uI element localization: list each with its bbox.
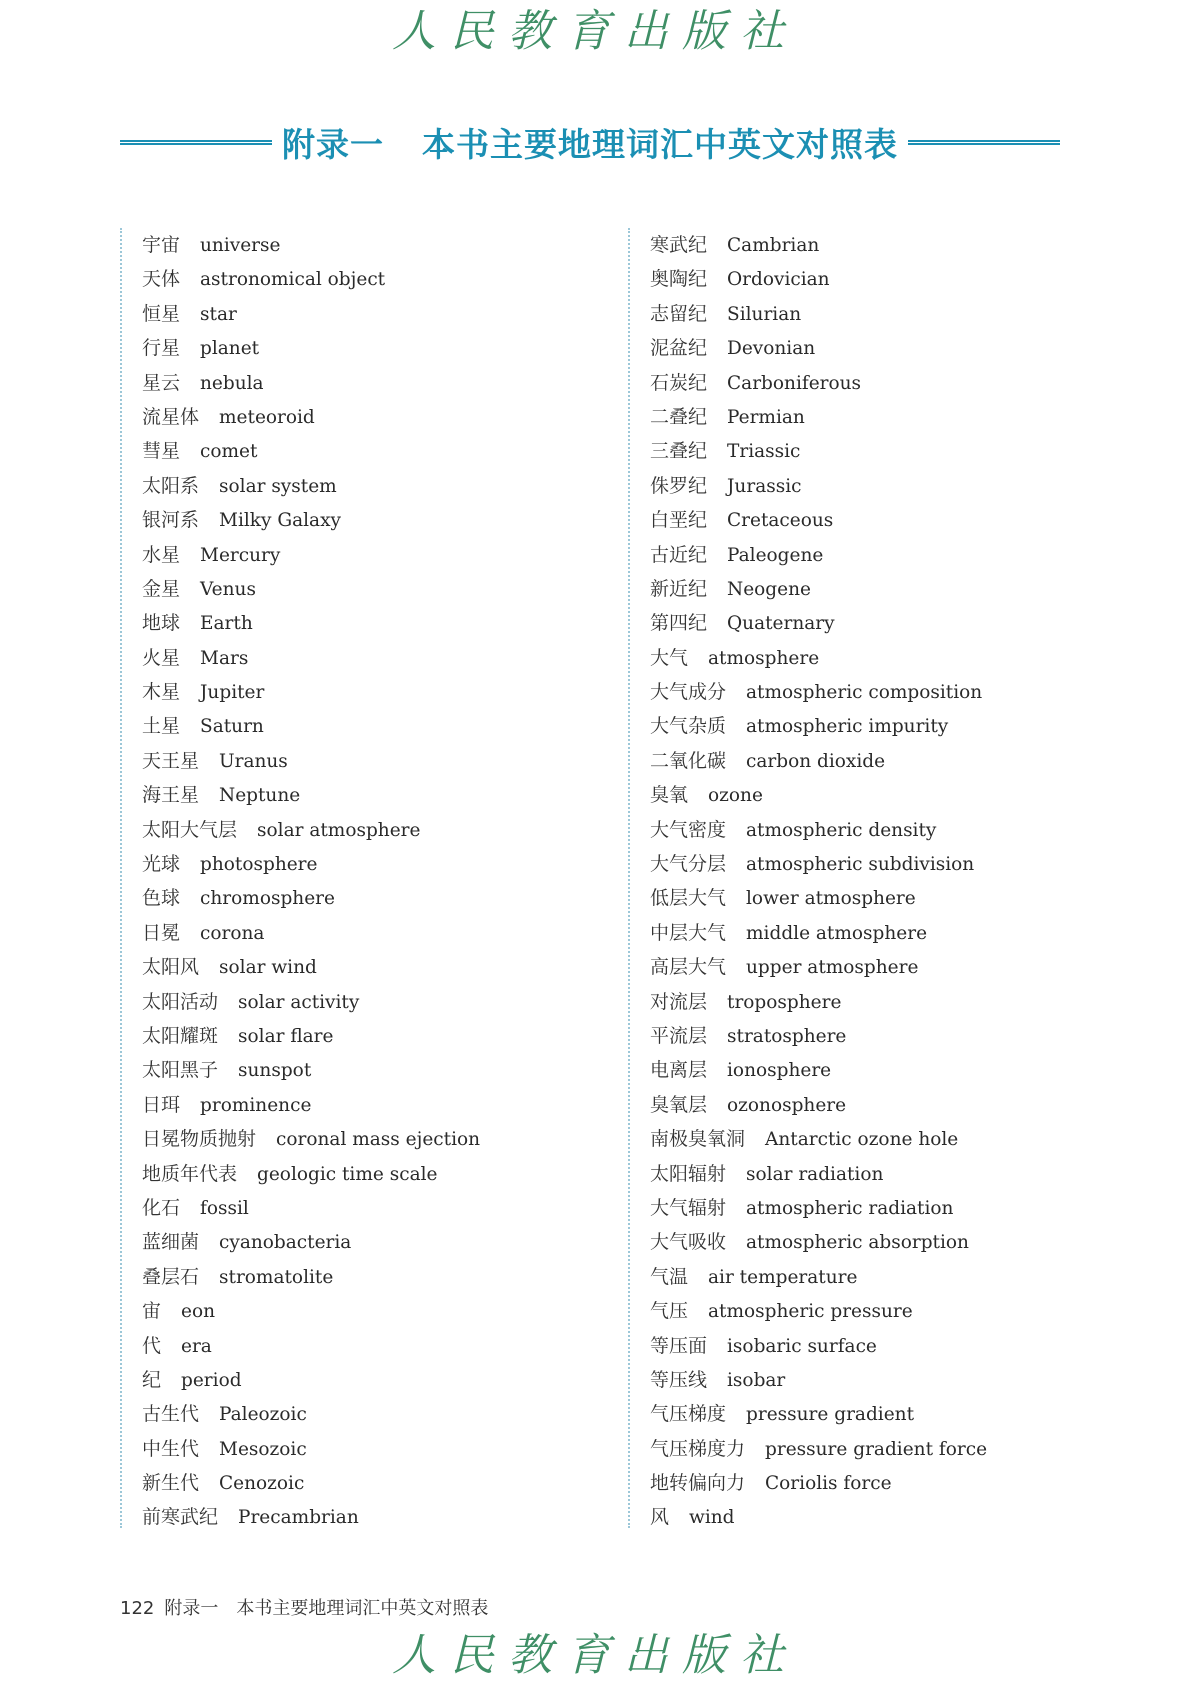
term-chinese: 地质年代表 <box>142 1162 238 1185</box>
glossary-entry <box>142 1294 620 1328</box>
term-english: Saturn <box>200 716 264 738</box>
term-chinese: 地转偏向力 <box>650 1472 746 1495</box>
term-english: pressure gradient <box>746 1404 914 1426</box>
term-chinese: 寒武纪 <box>650 234 708 256</box>
term-english: solar atmosphere <box>257 819 421 841</box>
glossary-entry <box>142 572 620 606</box>
term-english: solar flare <box>238 1025 334 1047</box>
glossary-entry <box>650 1329 1068 1363</box>
term-english: stromatolite <box>219 1266 334 1288</box>
glossary-entry <box>650 1088 1068 1122</box>
term-english: planet <box>200 338 260 360</box>
term-chinese: 等压面 <box>650 1334 708 1357</box>
page-title <box>120 112 1060 172</box>
glossary-entry <box>142 1260 620 1294</box>
term-english: Neogene <box>727 578 811 600</box>
term-english: Mars <box>200 647 249 669</box>
term-english: solar wind <box>219 957 317 979</box>
term-english: cyanobacteria <box>219 1232 352 1254</box>
glossary-entry <box>142 606 620 640</box>
glossary-entry <box>142 916 620 950</box>
glossary-entry <box>650 847 1068 881</box>
term-chinese: 中层大气 <box>650 921 727 944</box>
term-english: corona <box>200 922 265 944</box>
term-chinese: 对流层 <box>650 990 708 1013</box>
glossary-entry <box>142 1088 620 1122</box>
glossary-entry <box>650 366 1068 400</box>
term-chinese: 太阳大气层 <box>142 818 238 841</box>
term-chinese: 古生代 <box>142 1403 200 1426</box>
term-chinese: 石炭纪 <box>650 371 708 394</box>
term-english: Mesozoic <box>219 1438 307 1460</box>
footer-label: 附录一 本书主要地理词汇中英文对照表 <box>164 1598 489 1619</box>
term-chinese: 恒星 <box>142 302 181 325</box>
publisher-logo-bottom: 人民教育出版社 <box>392 1630 798 1681</box>
glossary-entry <box>142 400 620 434</box>
term-english: Paleozoic <box>219 1404 307 1426</box>
glossary-entry <box>142 778 620 812</box>
term-english: meteoroid <box>219 406 315 428</box>
term-chinese: 大气密度 <box>650 818 727 841</box>
glossary-entry <box>142 469 620 503</box>
term-chinese: 行星 <box>142 337 181 360</box>
glossary-entry <box>650 778 1068 812</box>
term-chinese: 太阳活动 <box>142 990 219 1013</box>
glossary-entry <box>650 1122 1068 1156</box>
term-english: atmospheric impurity <box>746 716 949 738</box>
glossary-entry <box>142 331 620 365</box>
term-chinese: 太阳系 <box>142 474 200 497</box>
glossary-entry <box>142 1500 620 1534</box>
glossary-entry <box>142 950 620 984</box>
glossary-entry <box>650 1225 1068 1259</box>
title-rule-left <box>120 140 272 145</box>
term-english: Triassic <box>727 441 801 463</box>
term-english: universe <box>200 235 281 256</box>
glossary-entry <box>142 1157 620 1191</box>
glossary-entry <box>142 1363 620 1397</box>
glossary-entry <box>142 641 620 675</box>
term-english: wind <box>689 1507 735 1529</box>
term-chinese: 大气吸收 <box>650 1231 727 1254</box>
term-english: chromosphere <box>200 888 335 910</box>
glossary-column-left <box>120 228 620 1528</box>
term-english: atmospheric radiation <box>746 1197 954 1219</box>
term-english: atmospheric composition <box>746 682 983 704</box>
glossary-entry <box>650 297 1068 331</box>
term-english: Permian <box>727 406 805 428</box>
term-english: Neptune <box>219 785 301 807</box>
glossary-entry <box>650 262 1068 296</box>
glossary-entry <box>650 1191 1068 1225</box>
term-english: ionosphere <box>727 1060 832 1082</box>
term-chinese: 大气 <box>650 646 689 669</box>
term-chinese: 大气杂质 <box>650 715 727 738</box>
term-english: Precambrian <box>238 1507 359 1529</box>
term-english: ozonosphere <box>727 1094 847 1116</box>
term-english: lower atmosphere <box>746 888 916 910</box>
term-chinese: 日珥 <box>142 1093 181 1116</box>
glossary-entry <box>650 434 1068 468</box>
term-chinese: 星云 <box>142 371 181 394</box>
term-english: Ordovician <box>727 269 830 291</box>
term-english: period <box>181 1369 242 1391</box>
glossary-entry <box>650 572 1068 606</box>
term-chinese: 古近纪 <box>650 543 708 566</box>
glossary-entry <box>142 503 620 537</box>
glossary-entry <box>142 985 620 1019</box>
glossary-entry <box>142 847 620 881</box>
glossary-entry <box>650 950 1068 984</box>
term-chinese: 臭氧层 <box>650 1093 708 1116</box>
glossary-entry <box>650 1466 1068 1500</box>
term-english: Jupiter <box>200 682 265 704</box>
glossary-entry <box>142 1432 620 1466</box>
term-english: Silurian <box>727 303 802 325</box>
term-chinese: 前寒武纪 <box>142 1506 219 1529</box>
term-chinese: 海王星 <box>142 784 200 807</box>
term-chinese: 宙 <box>142 1300 162 1323</box>
term-chinese: 中生代 <box>142 1437 200 1460</box>
glossary-entry <box>142 1053 620 1087</box>
glossary-entry <box>650 1500 1068 1534</box>
term-english: Cambrian <box>727 235 820 256</box>
term-english: Cenozoic <box>219 1473 305 1495</box>
glossary-entry <box>650 1294 1068 1328</box>
term-chinese: 气压梯度力 <box>650 1437 746 1460</box>
term-english: eon <box>181 1301 216 1323</box>
term-english: Quaternary <box>727 613 835 635</box>
publisher-logo-top: 人民教育出版社 <box>392 6 798 57</box>
term-chinese: 宇宙 <box>142 234 181 256</box>
term-chinese: 臭氧 <box>650 784 689 807</box>
term-chinese: 光球 <box>142 853 181 876</box>
term-chinese: 木星 <box>142 681 181 704</box>
term-english: Uranus <box>219 750 288 772</box>
term-english: star <box>200 303 237 325</box>
title-main: 附录一 <box>282 124 384 164</box>
glossary-entry <box>650 1397 1068 1431</box>
glossary-entry <box>650 813 1068 847</box>
term-english: nebula <box>200 372 264 394</box>
glossary-entry <box>142 709 620 743</box>
glossary-entry <box>650 709 1068 743</box>
glossary-entry <box>142 228 620 262</box>
term-english: Cretaceous <box>727 510 834 532</box>
term-chinese: 南极臭氧洞 <box>650 1128 746 1151</box>
term-chinese: 高层大气 <box>650 956 727 979</box>
term-english: coronal mass ejection <box>276 1129 481 1151</box>
term-chinese: 太阳风 <box>142 956 200 979</box>
page-footer <box>120 1594 488 1620</box>
term-chinese: 银河系 <box>142 509 200 532</box>
term-english: fossil <box>200 1197 249 1219</box>
term-chinese: 白垩纪 <box>650 509 708 532</box>
term-chinese: 太阳黑子 <box>142 1059 219 1082</box>
glossary-entry <box>650 916 1068 950</box>
glossary-entry <box>650 538 1068 572</box>
glossary-entry <box>650 1157 1068 1191</box>
term-chinese: 色球 <box>142 887 181 910</box>
term-english: solar radiation <box>746 1163 884 1185</box>
glossary-entry <box>650 606 1068 640</box>
term-english: Carboniferous <box>727 372 862 394</box>
term-english: era <box>181 1335 212 1357</box>
term-english: stratosphere <box>727 1025 847 1047</box>
term-chinese: 侏罗纪 <box>650 474 708 497</box>
term-chinese: 天体 <box>142 268 181 291</box>
term-english: upper atmosphere <box>746 957 919 979</box>
glossary-entry <box>650 744 1068 778</box>
title-rule-right <box>908 140 1060 145</box>
term-chinese: 土星 <box>142 715 181 738</box>
glossary-entry <box>142 744 620 778</box>
page-number: 122 <box>120 1598 155 1619</box>
term-chinese: 日冕 <box>142 921 181 944</box>
term-chinese: 低层大气 <box>650 887 727 910</box>
term-chinese: 地球 <box>142 612 181 635</box>
term-chinese: 代 <box>142 1334 162 1357</box>
term-english: Devonian <box>727 338 816 360</box>
term-chinese: 新近纪 <box>650 577 708 600</box>
term-english: Venus <box>200 578 256 600</box>
term-chinese: 金星 <box>142 577 181 600</box>
term-chinese: 二叠纪 <box>650 405 708 428</box>
term-chinese: 大气成分 <box>650 681 727 704</box>
term-english: isobar <box>727 1369 786 1391</box>
glossary-entry <box>650 985 1068 1019</box>
glossary-entry <box>142 1225 620 1259</box>
term-english: Milky Galaxy <box>219 510 341 532</box>
term-english: ozone <box>708 785 763 807</box>
term-chinese: 等压线 <box>650 1368 708 1391</box>
term-chinese: 气温 <box>650 1265 689 1288</box>
term-english: troposphere <box>727 991 842 1013</box>
glossary-column-right <box>628 228 1068 1528</box>
glossary-entry <box>650 881 1068 915</box>
term-chinese: 化石 <box>142 1196 181 1219</box>
glossary-entry <box>650 503 1068 537</box>
term-english: air temperature <box>708 1266 858 1288</box>
glossary-entry <box>142 1329 620 1363</box>
glossary-entry <box>142 1019 620 1053</box>
term-english: Coriolis force <box>765 1473 892 1495</box>
term-chinese: 流星体 <box>142 405 200 428</box>
term-chinese: 气压 <box>650 1300 689 1323</box>
term-english: atmospheric density <box>746 819 937 841</box>
term-english: solar system <box>219 475 337 497</box>
glossary-entry <box>142 1397 620 1431</box>
glossary-entry <box>142 262 620 296</box>
term-english: carbon dioxide <box>746 750 886 772</box>
term-chinese: 彗星 <box>142 440 181 463</box>
term-chinese: 日冕物质抛射 <box>142 1128 257 1151</box>
term-chinese: 新生代 <box>142 1472 200 1495</box>
term-english: middle atmosphere <box>746 922 928 944</box>
term-chinese: 气压梯度 <box>650 1403 727 1426</box>
term-english: atmospheric subdivision <box>746 854 975 876</box>
term-chinese: 泥盆纪 <box>650 337 708 360</box>
glossary-entry <box>142 881 620 915</box>
term-english: sunspot <box>238 1060 312 1082</box>
glossary-entry <box>142 1122 620 1156</box>
glossary-entry <box>142 538 620 572</box>
title-text <box>272 119 908 166</box>
term-chinese: 风 <box>650 1506 670 1529</box>
term-chinese: 天王星 <box>142 749 200 772</box>
term-chinese: 纪 <box>142 1368 162 1391</box>
term-chinese: 叠层石 <box>142 1265 200 1288</box>
term-english: atmospheric absorption <box>746 1232 969 1254</box>
term-chinese: 第四纪 <box>650 612 708 635</box>
glossary-entry <box>650 228 1068 262</box>
glossary-entry <box>650 675 1068 709</box>
term-chinese: 三叠纪 <box>650 440 708 463</box>
term-chinese: 二氧化碳 <box>650 749 727 772</box>
term-english: atmospheric pressure <box>708 1301 913 1323</box>
glossary-entry <box>650 1019 1068 1053</box>
glossary-entry <box>650 641 1068 675</box>
term-english: solar activity <box>238 991 360 1013</box>
glossary-entry <box>142 813 620 847</box>
term-english: astronomical object <box>200 269 386 291</box>
term-chinese: 平流层 <box>650 1024 708 1047</box>
glossary-entry <box>142 1191 620 1225</box>
term-english: pressure gradient force <box>765 1438 988 1460</box>
term-english: photosphere <box>200 854 318 876</box>
term-english: geologic time scale <box>257 1163 438 1185</box>
term-english: Earth <box>200 613 253 635</box>
glossary-entry <box>142 366 620 400</box>
term-chinese: 水星 <box>142 543 181 566</box>
term-english: isobaric surface <box>727 1335 877 1357</box>
glossary-entry <box>650 1363 1068 1397</box>
term-chinese: 太阳耀斑 <box>142 1024 219 1047</box>
term-english: Antarctic ozone hole <box>765 1129 959 1151</box>
glossary-entry <box>142 675 620 709</box>
term-english: prominence <box>200 1094 312 1116</box>
title-sub: 本书主要地理词汇中英文对照表 <box>422 124 898 164</box>
term-chinese: 太阳辐射 <box>650 1162 727 1185</box>
term-english: Mercury <box>200 544 281 566</box>
term-english: Paleogene <box>727 544 824 566</box>
glossary-entry <box>142 297 620 331</box>
glossary-entry <box>142 1466 620 1500</box>
term-chinese: 奥陶纪 <box>650 268 708 291</box>
glossary-entry <box>650 1053 1068 1087</box>
term-english: Jurassic <box>727 475 802 497</box>
term-chinese: 志留纪 <box>650 302 708 325</box>
glossary-entry <box>650 469 1068 503</box>
term-english: atmosphere <box>708 647 820 669</box>
term-chinese: 大气辐射 <box>650 1196 727 1219</box>
glossary-entry <box>650 400 1068 434</box>
term-chinese: 电离层 <box>650 1059 708 1082</box>
glossary-entry <box>650 1432 1068 1466</box>
term-chinese: 蓝细菌 <box>142 1231 200 1254</box>
glossary-entry <box>650 331 1068 365</box>
glossary-entry <box>650 1260 1068 1294</box>
glossary-entry <box>142 434 620 468</box>
term-chinese: 火星 <box>142 646 181 669</box>
term-chinese: 大气分层 <box>650 853 727 876</box>
term-english: comet <box>200 441 258 463</box>
